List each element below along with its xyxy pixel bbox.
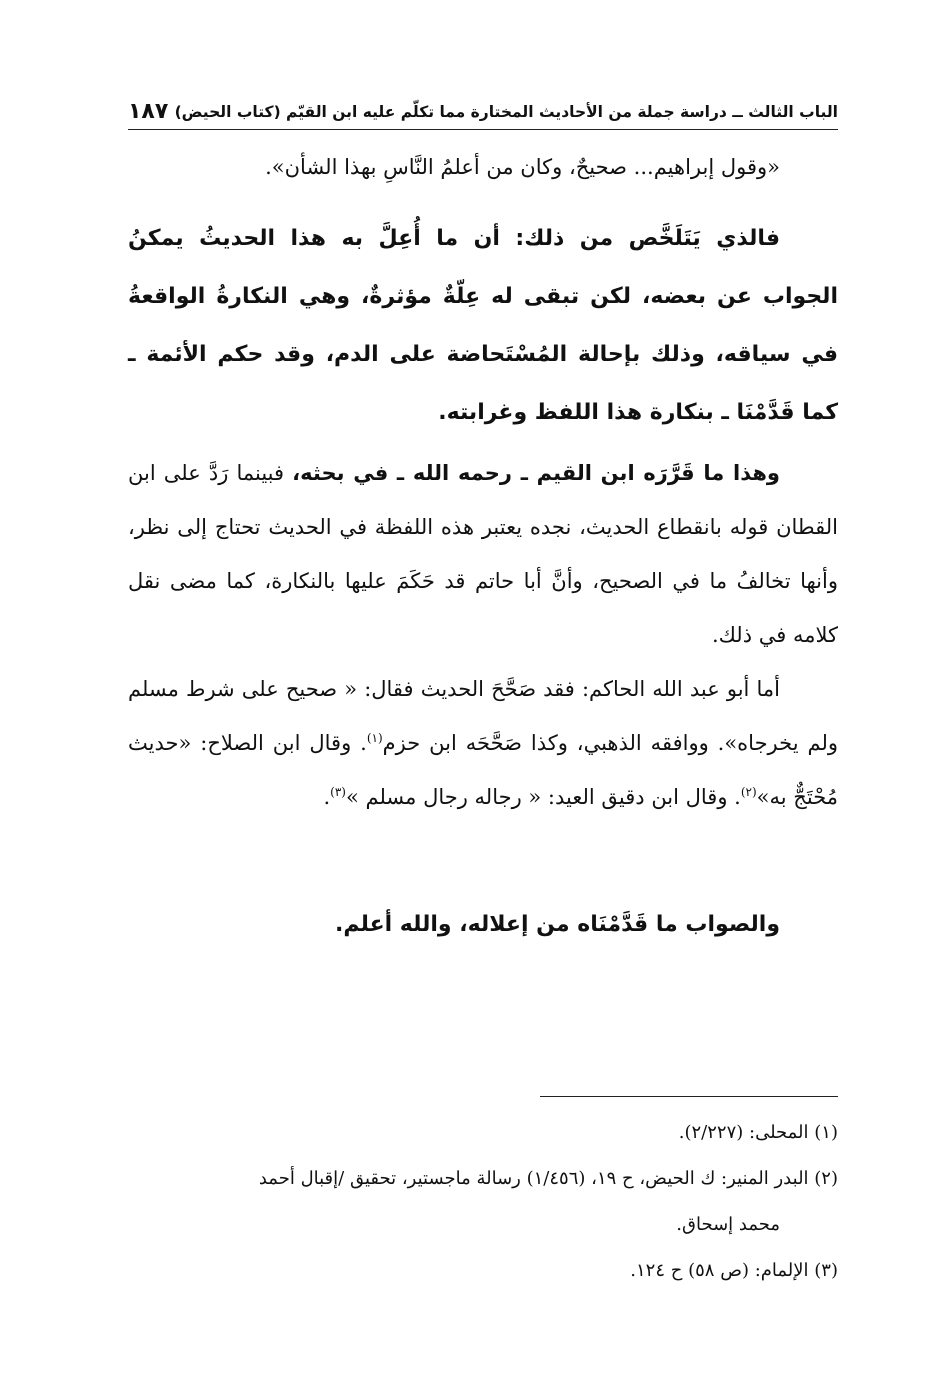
footnote-1: (١) المحلى: (٢/٢٢٧).: [678, 1122, 838, 1143]
header-rule: [128, 129, 838, 130]
footnote-2: (٢) البدر المنير: ك الحيض، ح ١٩، (١/٤٥٦) رسالة ماجستير، تحقيق /إقبال أحمد: [258, 1168, 838, 1189]
paragraph-ibn-qayyim-bold: وهذا ما قَرَّرَه ابن القيم ـ رحمه الله ـ في بحثه،: [292, 461, 780, 485]
page-number: ١٨٧: [128, 99, 169, 124]
paragraph-ibn-qayyim: [128, 446, 838, 662]
footnotes: [128, 1110, 838, 1294]
footnote-ref-2: (٢): [740, 785, 757, 799]
paragraph-hakim-a: أما أبو عبد الله الحاكم: فقد صَحَّحَ الحديث فقال: « صحيح على شرط مسلم ولم يخرجاه». ووافقه الذهبي، وكذا صَحَّحَه ابن حزم: [128, 677, 838, 755]
footnote-ref-1: (١): [366, 731, 383, 745]
paragraph-hakim-b: . وقال ابن الصلاح: «حديث مُحْتَجٌّ به»: [128, 731, 838, 809]
paragraph-quote: [128, 140, 838, 194]
footnote-2-continued: محمد إسحاق.: [676, 1214, 780, 1235]
header-title: الباب الثالث ــ دراسة جملة من الأحاديث المختارة مما تكلّم عليه ابن القيّم (كتاب الحيض): [174, 103, 838, 121]
paragraph-ibn-qayyim-text: فبينما رَدَّ على ابن القطان قوله بانقطاع الحديث، نجده يعتبر هذه اللفظة في الحديث تحتاج إلى نظر، وأنها تخالفُ ما في الصحيح، وأنَّ أبا حاتم قد حَكَمَ عليها بالنكارة، كما مضى نقل كلامه في ذلك.: [128, 461, 838, 647]
running-header: [128, 94, 838, 130]
paragraph-hakim-c: . وقال ابن دقيق العيد: « رجاله رجال مسلم »: [345, 785, 741, 809]
paragraph-summary: فالذي يَتَلَخَّص من ذلك: أن ما أُعِلَّ به هذا الحديثُ يمكنُ الجواب عن بعضه، لكن تبقى له عِلّةٌ مؤثرةٌ، وهي النكارةُ الواقعةُ في سياقه، وذلك بإحالة المُسْتَحاضة على الدم، وقد حكم الأئمة ـ كما قَدَّمْنَا ـ بنكارة هذا اللفظ وغرابته.: [128, 226, 838, 425]
footnote-ref-3: (٣): [330, 785, 346, 799]
paragraph-conclusion: والصواب ما قَدَّمْنَاه من إعلاله، والله أعلم.: [334, 912, 780, 937]
paragraph-hakim: [128, 662, 838, 824]
footnote-3: (٣) الإلمام: (ص ٥٨) ح ١٢٤.: [630, 1260, 838, 1281]
paragraph-hakim-d: .: [323, 785, 331, 809]
footnote-rule: [540, 1096, 838, 1097]
paragraph-quote-text: «وقول إبراهيم... صحيحٌ، وكان من أعلمُ النَّاسِ بهذا الشأن».: [265, 155, 780, 179]
